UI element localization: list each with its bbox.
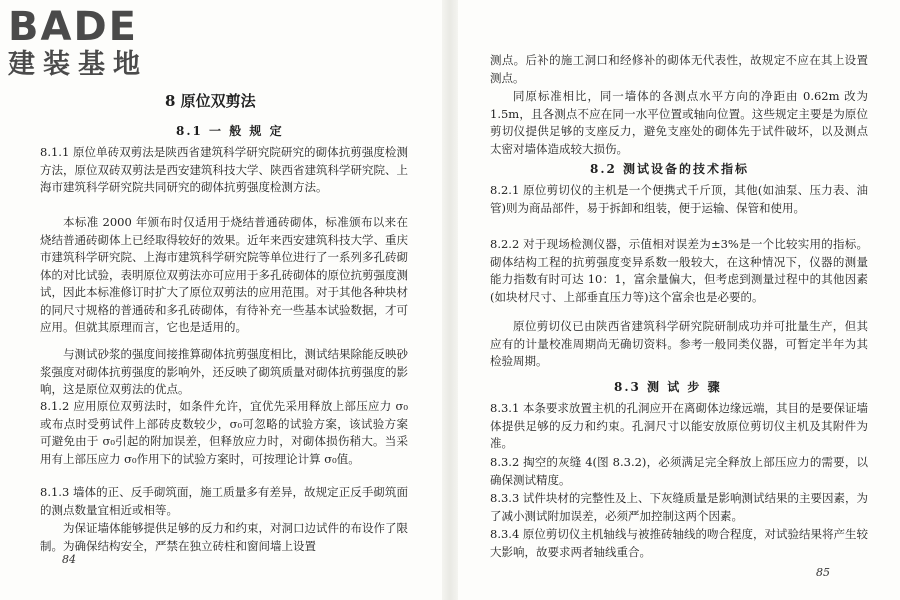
watermark-logo bbox=[8, 6, 148, 80]
paragraph-8-2-1: 8.2.1 原位剪切仪的主机是一个便携式千斤顶，其他(如油泵、压力表、油管)则为商品部件，易于拆卸和组装，便于运输、保管和使用。 bbox=[490, 183, 868, 215]
paragraph-8-3-1: 8.3.1 本条要求放置主机的孔洞应开在离砌体边缘远端，其目的是要保证墙体提供足够的反力和约束。孔洞尺寸以能安放原位剪切仪主机及其附件为准。 bbox=[490, 401, 868, 450]
left-page bbox=[0, 0, 440, 600]
section-8-1-heading: 8.1 一 般 规 定 bbox=[176, 124, 284, 138]
paragraph-8-3-4: 8.3.4 原位剪切仪主机轴线与被推砖轴线的吻合程度，对试验结果将产生较大影响，故要求两者轴线重合。 bbox=[490, 527, 868, 559]
logo-main-text: BADE bbox=[8, 4, 138, 50]
book-gutter bbox=[442, 0, 458, 600]
paragraph-8-2-2-cont: 原位剪切仪已由陕西省建筑科学研究院研制成功并可批量生产，但其应有的计量校准周期尚无确切资料。参考一般同类仪器，可暂定半年为其检验周期。 bbox=[490, 319, 868, 368]
section-8-3-heading: 8.3 测 试 步 骤 bbox=[614, 380, 722, 394]
paragraph-spacing-change: 同原标准相比，同一墙体的各测点水平方向的净距由 0.62m 改为 1.5m，且各测点不应在同一水平位置或轴向位置。这些规定主要是为原位剪切仪提供足够的支座反力，避免支座处的砌体先于试件破坏，以及测点太密对墙体造成较大损伤。 bbox=[490, 89, 868, 156]
paragraph-8-1-3: 8.1.3 墙体的正、反手砌筑面，施工质量多有差异，故规定正反手砌筑面的测点数量宜相近或相等。 bbox=[40, 485, 408, 517]
page-number-left: 84 bbox=[62, 553, 76, 566]
paragraph-8-3-3: 8.3.3 试件块材的完整性及上、下灰缝质量是影响测试结果的主要因素，为了减小测试附加误差，必须严加控制这两个因素。 bbox=[490, 491, 868, 523]
logo-sub-text: 建装基地 bbox=[8, 49, 148, 80]
paragraph-8-2-2: 8.2.2 对于现场检测仪器，示值相对误差为±3%是一个比较实用的指标。砌体结构工程的抗剪强度变异系数一般较大，在这种情况下，仪器的测量能力指数有时可达 10：1，富余量偏大，但考虑到测量过程中的其他因素(如块材尺寸、上部垂直压力等)这个富余也是必要的。 bbox=[490, 237, 868, 304]
section-8-2-heading: 8.2 测试设备的技术指标 bbox=[590, 162, 750, 176]
paragraph-8-3-2: 8.3.2 掏空的灰缝 4(图 8.3.2)，必须满足完全释放上部压应力的需要，以确保测试精度。 bbox=[490, 455, 868, 487]
paragraph-8-1-1-cont: 本标准 2000 年颁布时仅适用于烧结普通砖砌体，标准颁布以来在烧结普通砖砌体上已经取得较好的效果。近年来西安建筑科技大学、重庆市建筑科学研究院、上海市建筑科学研究院等单位进行了一系列多孔砖砌体的对比试验，表明原位双剪法亦可应用于多孔砖砌体的原位抗剪强度测试，因此本标准修订时扩大了原位双剪法的应用范围。对于其他各种块材的同尺寸规格的普通砖和多孔砖砌体，有待补充一些基本试验数据，才可应用。但就其原理而言，它也是适用的。 bbox=[40, 215, 408, 334]
paragraph-8-1-1-advantage: 与测试砂浆的强度间接推算砌体抗剪强度相比，测试结果除能反映砂浆强度对砌体抗剪强度的影响外，还反映了砌筑质量对砌体抗剪强度的影响，这是原位双剪法的优点。 bbox=[40, 347, 408, 396]
right-page bbox=[460, 0, 900, 600]
chapter-title: 8 原位双剪法 bbox=[165, 92, 256, 110]
paragraph-8-1-3-cont: 为保证墙体能够提供足够的反力和约束，对洞口边试件的布设作了限制。为确保结构安全，严禁在独立砖柱和窗间墙上设置 bbox=[40, 521, 408, 553]
page-number-right: 85 bbox=[816, 566, 830, 579]
paragraph-8-1-2: 8.1.2 应用原位双剪法时，如条件允许，宜优先采用释放上部压应力 σ₀或布点时受剪试件上部砖皮数较少，σ₀可忽略的试验方案，该试验方案可避免由于 σ₀引起的附加误差，但释放应力时，对砌体损伤稍大。当采用有上部压应力 σ₀作用下的试验方案时，可按理论计算 σ₀值。 bbox=[40, 399, 408, 466]
paragraph-8-1-1: 8.1.1 原位单砖双剪法是陕西省建筑科学研究院研究的砌体抗剪强度检测方法，原位双砖双剪法是西安建筑科技大学、陕西省建筑科学研究院、上海市建筑科学研究院共同研究的砌体抗剪强度检测方法。 bbox=[40, 145, 408, 194]
paragraph-8-1-3-end: 测点。后补的施工洞口和经修补的砌体无代表性，故规定不应在其上设置测点。 bbox=[490, 53, 868, 85]
